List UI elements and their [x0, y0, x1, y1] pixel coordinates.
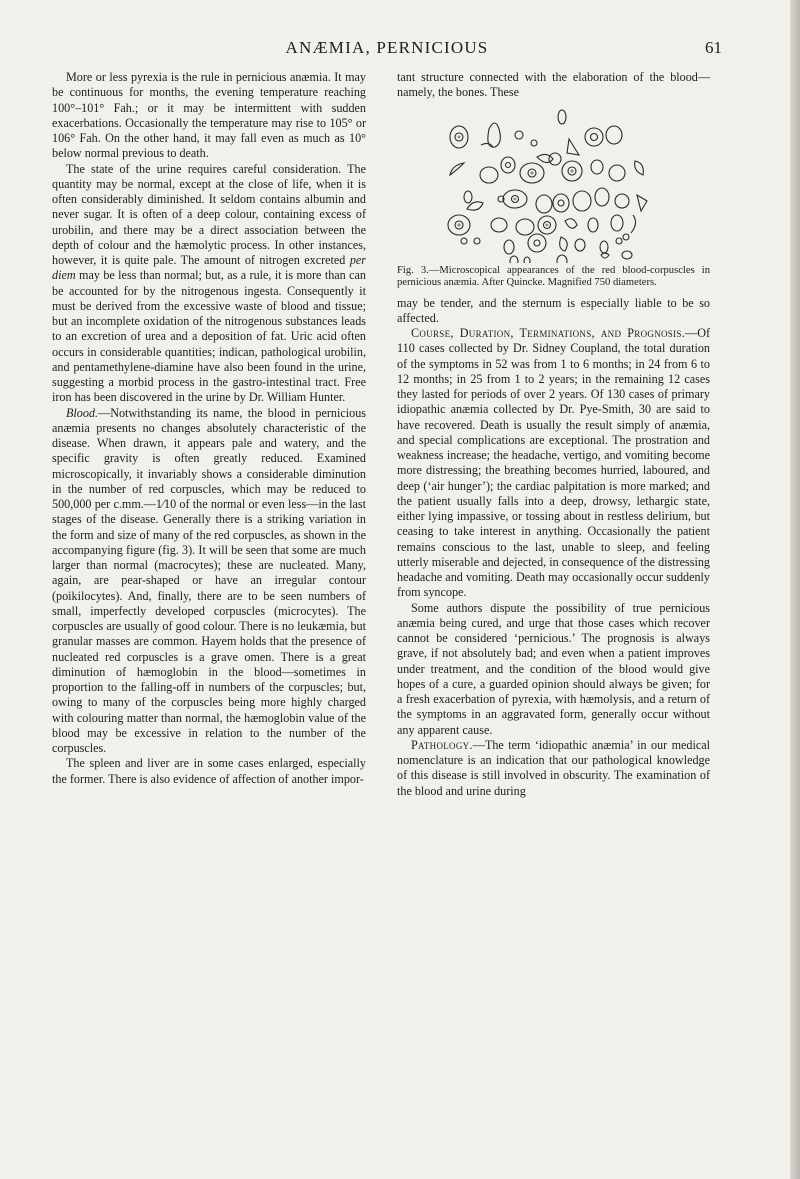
- running-title: ANÆMIA, PERNICIOUS: [285, 38, 489, 57]
- pyrexia-paragraph: More or less pyrexia is the rule in pernicious anæmia. It may be continuous for months, the evening temperature reaching 100°–101° Fah.; or it may be intermittent with sudden exacerbations. Occasionally the temperature may rise to 105° or 106° Fah. On the other hand, it may fall even as much as 10° below normal previous to death.: [52, 70, 366, 161]
- urine-paragraph: [52, 162, 366, 406]
- blood-heading: Blood.: [66, 405, 99, 420]
- course-heading: Course, Duration, Terminations, and Prognosis.: [411, 326, 686, 341]
- blood-paragraph: [52, 406, 366, 757]
- figure-caption: Fig. 3.—Microscopical appearances of the red blood-corpuscles in pernicious anæmia. After Quincke. Magnified 750 diameters.: [397, 264, 710, 289]
- prognosis-paragraph: Some authors dispute the possibility of true pernicious anæmia being cured, and urge that those cases which recover cannot be considered ‘pernicious.’ The prognosis is always grave, if not absolutely bad; and even when a patient improves under treatment, and the condition of the blood would give hopes of a cure, a guarded opinion should always be given; for a fresh exacerbation of pyrexia, with hæmolysis, and a return of the symptoms in an aggravated form, generally occur without any apparent cause.: [397, 600, 710, 737]
- urine-text-a: The state of the urine requires careful consideration. The quantity may be normal, except at the close of life, when it is often considerably diminished. It seldom contains albumin and never sugar. It is often of a deep colour, containing excess of urobilin, and there may be a direct association between the depth of colour and the hæmolytic process. In other instances, however, it is quite pale. The amount of nitrogen excreted: [52, 161, 366, 267]
- pathology-heading: Pathology.: [411, 737, 473, 752]
- course-paragraph: [397, 326, 710, 601]
- page-edge: [790, 0, 800, 1179]
- pathology-paragraph: [397, 738, 710, 799]
- figure-3-corpuscles: [397, 105, 710, 263]
- spleen-paragraph: The spleen and liver are in some cases enlarged, especially the former. There is also evidence of affection of another impor-: [52, 756, 366, 786]
- corpuscles-illustration: [397, 105, 710, 263]
- right-column: [397, 70, 710, 799]
- page-number: 61: [705, 38, 722, 57]
- tender-paragraph: may be tender, and the sternum is especially liable to be so affected.: [397, 295, 710, 325]
- page-header: [52, 38, 722, 64]
- bones-paragraph: tant structure connected with the elaboration of the blood—namely, the bones. These: [397, 70, 710, 100]
- per-diem-phrase: per diem: [52, 253, 366, 283]
- course-text: —Of 110 cases collected by Dr. Sidney Coupland, the total duration of the symptoms in 52 was from 1 to 6 months; in 24 from 6 to 12 months; in 25 from 1 to 2 years; in the remaining 12 cases they lasted for periods of over 2 years. Of 130 cases of primary idiopathic anæmia collected by Dr. Pye-Smith, 30 are said to have recovered. Death is usually the result simply of anæmia, and special complications are exceptional. The prostration and weakness increase; the headache, vertigo, and vomiting become more distressing; the breathing becomes hurried, laboured, and deep (‘air hunger’); the cardiac palpitation is more marked; and the patient usually falls into a deep, drowsy, lethargic state, either lying impassive, or tossing about in restless delirium, but ceasing to take interest in anything. Occasionally the patient remains conscious to the last, unable to sleep, and feeling utterly miserable and dejected, in consequence of the distressing headache and vomiting. Death may occasionally occur suddenly from syncope.: [397, 326, 710, 600]
- left-column: [52, 70, 366, 787]
- urine-text-b: may be less than normal; but, as a rule, it is more than can be accounted for by the nitrogenous ingesta. Consequently it must be derived from the excessive waste of blood and tissue; but an incomplete oxidation of the nitrogenous substances leads to an excretion of urea and a deposition of fat. Uric acid often occurs in considerable quantities; indican, pathological urobilin, and pentamethylene-diamine have also been found in the urine, suggesting a morbid process in the gastro-intestinal tract. Free iron has been discovered in the urine by Dr. William Hunter.: [52, 268, 366, 405]
- blood-text: —Notwithstanding its name, the blood in pernicious anæmia presents no changes absolutely characteristic of the disease. When drawn, it appears pale and watery, and the specific gravity is often greatly reduced. Examined microscopically, it invariably shows a considerable diminution in the number of red corpuscles, which may be reduced to 500,000 per c.mm.—1⁄10 of the normal or even less—in the last stages of the disease. Generally there is a striking variation in the form and size of many of the red corpuscles, as shown in the accompanying figure (fig. 3). It will be seen that some are much larger than normal (macrocytes); these are nucleated. Many, again, are pear-shaped or have an irregular contour (poikilocytes). And, finally, there are to be seen numbers of small, imperfectly developed corpuscles (microcytes). The corpuscles are usually of good colour. There is no leukæmia, but granular masses are common. Hayem holds that the presence of nucleated red corpuscles is a grave omen. There is a great diminution of hæmoglobin in the blood—sometimes in proportion to the falling-off in numbers of the corpuscles; but, owing to many of the corpuscles being more highly charged with colouring matter than normal, the hæmoglobin value of the blood may be excessive in relation to the number of the corpuscles.: [52, 405, 366, 755]
- pathology-text: —The term ‘idiopathic anæmia’ in our medical nomenclature is an indication that our pathological knowledge of this disease is still involved in obscurity. The examination of the blood and urine during: [397, 737, 710, 798]
